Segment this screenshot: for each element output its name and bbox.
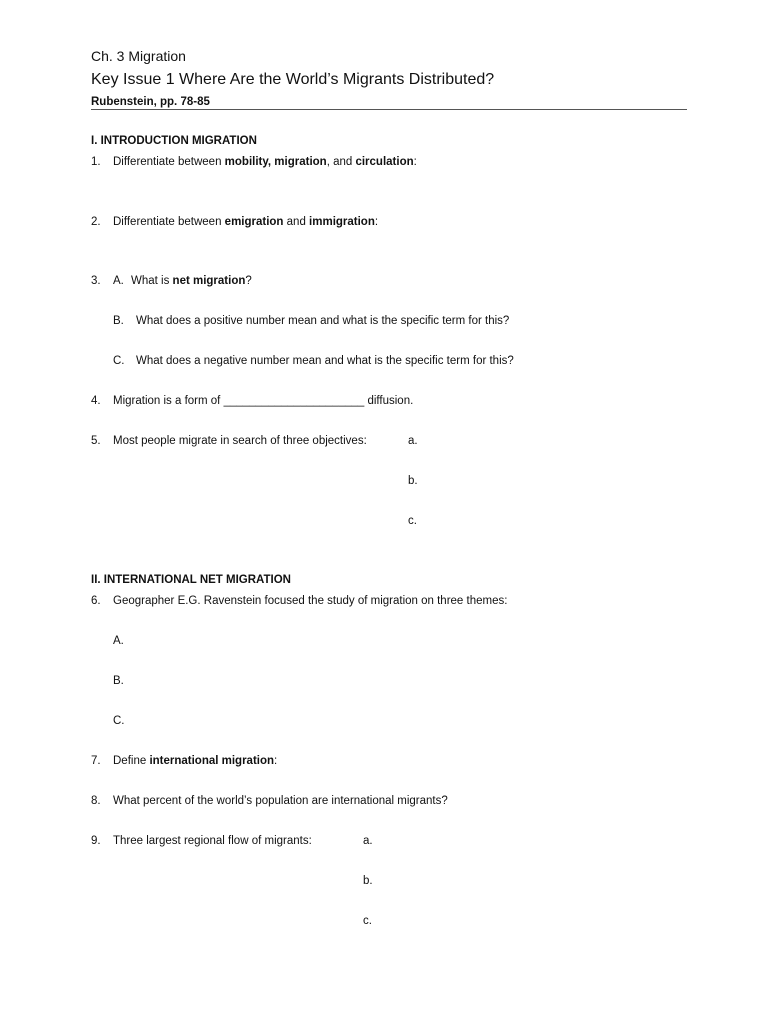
question-3a	[131, 275, 252, 287]
source-reference: Rubenstein, pp. 78-85	[91, 96, 210, 108]
question-3a-label: A.	[113, 275, 124, 287]
question-7-colon: :	[274, 755, 278, 767]
question-9-text: Three largest regional flow of migrants:	[113, 835, 312, 847]
question-7-term: international migration	[149, 755, 275, 767]
question-3a-text: What is	[131, 275, 173, 287]
section-1-heading: I. INTRODUCTION MIGRATION	[91, 135, 257, 147]
question-5-option-b: b.	[408, 475, 418, 487]
question-1-term-2: circulation	[355, 156, 414, 168]
question-9-option-b: b.	[363, 875, 373, 887]
question-3c-label: C.	[113, 355, 125, 367]
question-6-text: Geographer E.G. Ravenstein focused the study of migration on three themes:	[113, 595, 508, 607]
question-4-text: Migration is a form of ______________________ diffusion.	[113, 395, 414, 407]
question-1-text: Differentiate between	[113, 156, 225, 168]
question-8-text: What percent of the world’s population are international migrants?	[113, 795, 448, 807]
question-9-number: 9.	[91, 835, 101, 847]
question-3b-label: B.	[113, 315, 124, 327]
question-7-text: Define	[113, 755, 150, 767]
question-9-option-a: a.	[363, 835, 373, 847]
question-5-number: 5.	[91, 435, 101, 447]
question-1-term-1: mobility, migration	[224, 156, 327, 168]
question-3a-mark: ?	[245, 275, 252, 287]
question-2-text: Differentiate between	[113, 216, 225, 228]
question-2-number: 2.	[91, 216, 101, 228]
page-title: Key Issue 1 Where Are the World’s Migrants Distributed?	[91, 71, 495, 88]
question-5-text: Most people migrate in search of three objectives:	[113, 435, 367, 447]
question-3c-text: What does a negative number mean and what is the specific term for this?	[136, 355, 514, 367]
question-1-number: 1.	[91, 156, 101, 168]
question-6-option-b: B.	[113, 675, 124, 687]
question-6-option-a: A.	[113, 635, 124, 647]
question-2-term-1: emigration	[224, 216, 284, 228]
question-6-number: 6.	[91, 595, 101, 607]
question-5-option-c: c.	[408, 515, 417, 527]
question-2-joiner: and	[283, 216, 310, 228]
question-2-term-2: immigration	[309, 216, 375, 228]
section-2-heading: II. INTERNATIONAL NET MIGRATION	[91, 574, 291, 586]
chapter-label: Ch. 3 Migration	[91, 48, 186, 64]
question-8-number: 8.	[91, 795, 101, 807]
question-1-colon: :	[413, 156, 417, 168]
question-1-joiner: , and	[326, 156, 356, 168]
question-2-colon: :	[374, 216, 379, 228]
question-4-number: 4.	[91, 395, 101, 407]
question-3a-term: net migration	[172, 275, 246, 287]
question-1	[113, 156, 417, 168]
question-3b-text: What does a positive number mean and what is the specific term for this?	[136, 315, 510, 327]
question-3-number: 3.	[91, 275, 101, 287]
question-7-number: 7.	[91, 755, 101, 767]
question-5-option-a: a.	[408, 435, 418, 447]
header-divider	[91, 109, 687, 110]
question-7	[113, 755, 277, 767]
question-9-option-c: c.	[363, 915, 372, 927]
question-6-option-c: C.	[113, 715, 125, 727]
question-2	[113, 216, 378, 228]
